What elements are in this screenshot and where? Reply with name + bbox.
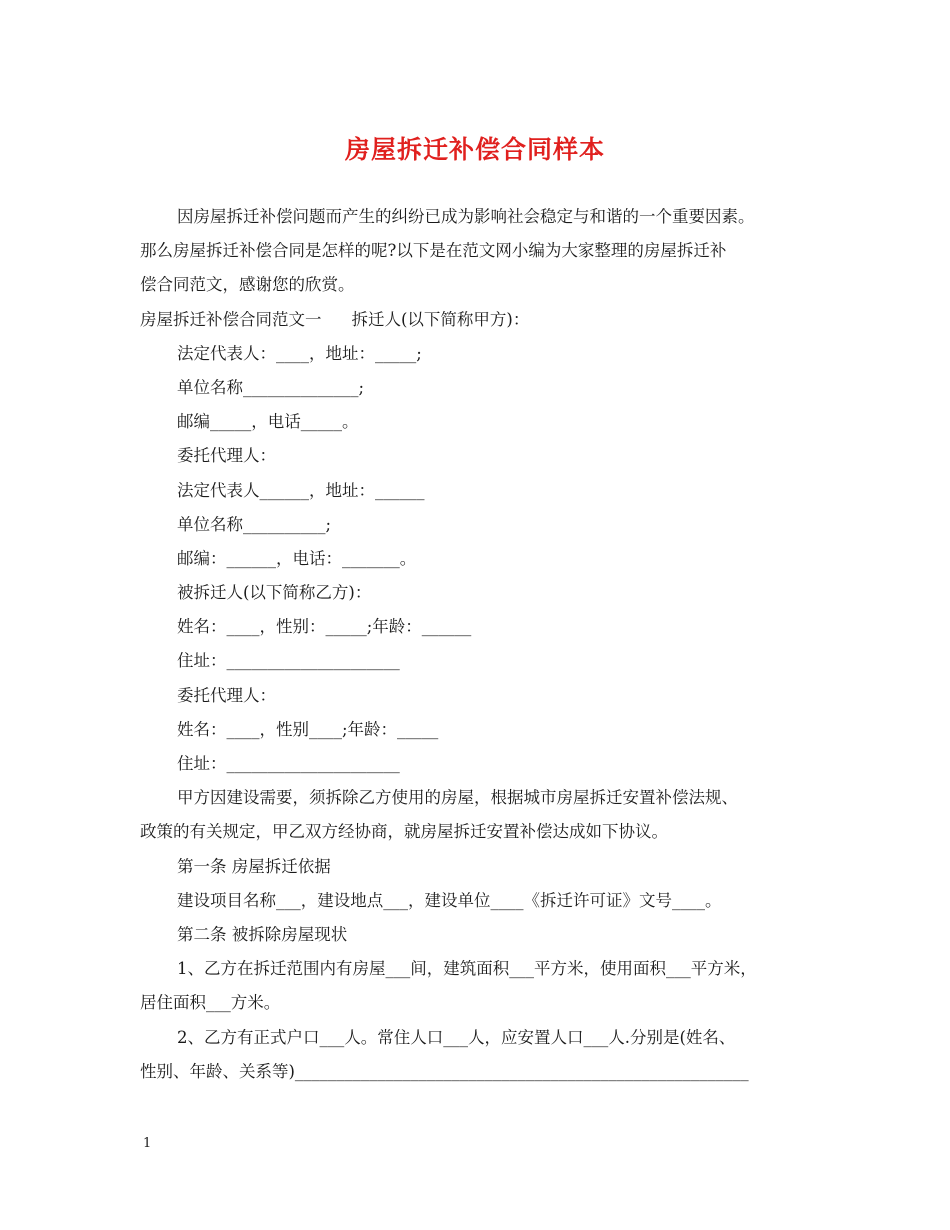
section-heading: 房屋拆迁补偿合同范文一 xyxy=(140,309,322,329)
form-line: 法定代表人______，地址：______ xyxy=(177,480,425,500)
party-a-label: 拆迁人(以下简称甲方)： xyxy=(351,309,530,329)
section-heading-line xyxy=(140,303,840,337)
form-line: 法定代表人：____，地址：_____; xyxy=(177,343,422,363)
form-line: 单位名称__________; xyxy=(177,514,332,534)
article-heading: 第一条 房屋拆迁依据 xyxy=(177,856,331,876)
paragraph-line: 1、乙方在拆迁范围内有房屋___间，建筑面积___平方米，使用面积___平方米， xyxy=(177,959,757,979)
form-line: 住址：_____________________ xyxy=(177,651,400,671)
paragraph-line: 那么房屋拆迁补偿合同是怎样的呢?以下是在范文网小编为大家整理的房屋拆迁补 xyxy=(140,241,727,261)
paragraph-line: 建设项目名称___，建设地点___，建设单位____《拆迁许可证》文号____。 xyxy=(177,890,722,910)
form-line: 委托代理人： xyxy=(177,446,276,466)
paragraph-line: 因房屋拆迁补偿问题而产生的纠纷已成为影响社会稳定与和谐的一个重要因素。 xyxy=(177,207,755,226)
form-line: 姓名：____，性别：_____;年龄：______ xyxy=(177,617,472,637)
form-line: 姓名：____，性别____;年龄：_____ xyxy=(177,719,439,739)
paragraph-line: 政策的有关规定，甲乙双方经协商，就房屋拆迁安置补偿达成如下协议。 xyxy=(140,822,668,842)
paragraph-line: 性别、年龄、关系等)_______________________________________________________ xyxy=(140,1061,749,1081)
form-line: 住址：_____________________ xyxy=(177,754,400,773)
paragraph-line: 2、乙方有正式户口___人。常住人口___人，应安置人口___人.分别是(姓名、 xyxy=(177,1027,736,1047)
paragraph-line: 居住面积___方米。 xyxy=(140,993,281,1013)
page-number: 1 xyxy=(143,1136,152,1151)
form-line: 被拆迁人(以下简称乙方)： xyxy=(177,583,372,603)
document-title: 房屋拆迁补偿合同样本 xyxy=(344,135,605,164)
form-line: 邮编_____，电话_____。 xyxy=(177,412,359,432)
form-line: 委托代理人： xyxy=(177,685,276,705)
document-body xyxy=(140,200,840,1089)
paragraph-line: 偿合同范文，感谢您的欣赏。 xyxy=(140,275,355,295)
form-line: 邮编：______，电话：_______。 xyxy=(177,548,417,568)
article-heading: 第二条 被拆除房屋现状 xyxy=(177,924,348,944)
paragraph-line: 甲方因建设需要，须拆除乙方使用的房屋，根据城市房屋拆迁安置补偿法规、 xyxy=(177,788,738,808)
form-line: 单位名称______________; xyxy=(177,377,365,397)
